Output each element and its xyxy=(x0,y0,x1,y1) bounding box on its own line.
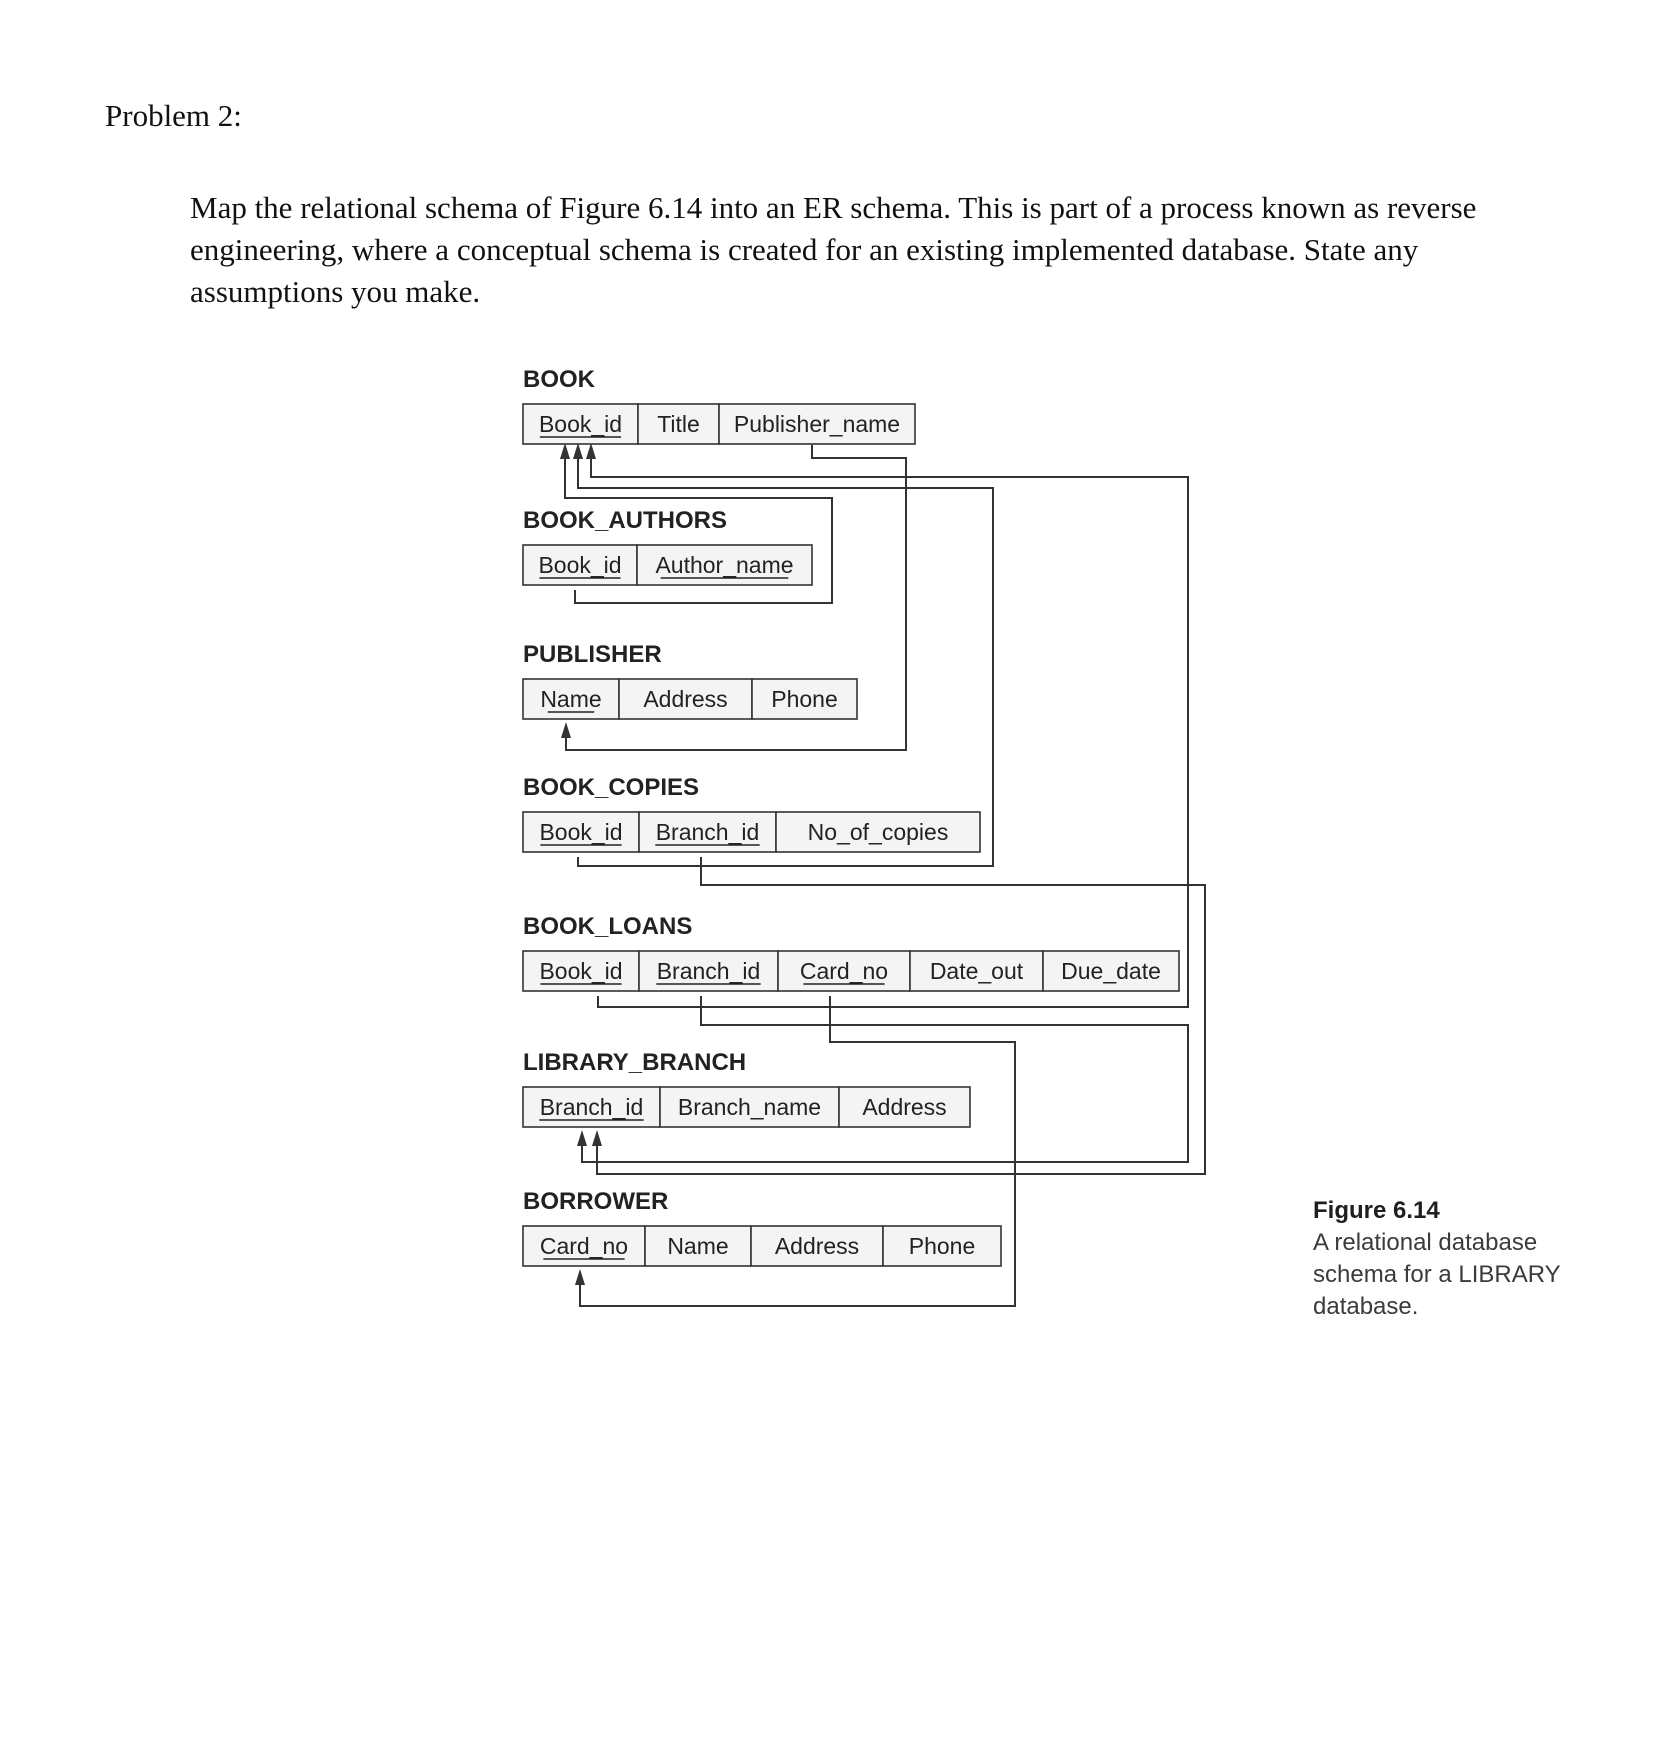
table-name: LIBRARY_BRANCH xyxy=(523,1049,747,1076)
figure-caption xyxy=(1313,1195,1613,1323)
problem-title: Problem 2: xyxy=(105,98,242,133)
table-book xyxy=(523,366,915,444)
arrow-head xyxy=(586,443,596,459)
figure-caption-title: Figure 6.14 xyxy=(1313,1197,1440,1224)
table-borrower xyxy=(523,1188,1001,1266)
attribute-branch-id: Branch_id xyxy=(539,1094,644,1120)
table-book-copies xyxy=(523,774,980,852)
attribute-publisher-name: Publisher_name xyxy=(733,411,901,437)
attribute-branch-id: Branch_id xyxy=(655,819,760,845)
table-name: BORROWER xyxy=(523,1188,669,1215)
table-book-loans xyxy=(523,913,1179,991)
attribute-book-id: Book_id xyxy=(539,819,623,845)
arrow-head xyxy=(560,443,570,459)
attribute-date-out: Date_out xyxy=(929,958,1024,984)
attribute-card-no: Card_no xyxy=(799,958,889,984)
arrow-head xyxy=(577,1130,587,1146)
attribute-due-date: Due_date xyxy=(1061,958,1161,984)
attribute-title: Title xyxy=(657,411,700,437)
figure-caption-text: A relational database schema for a LIBRARY database. xyxy=(1313,1229,1561,1320)
attribute-phone: Phone xyxy=(908,1233,976,1259)
table-publisher xyxy=(523,641,857,719)
attribute-name: Name xyxy=(667,1233,729,1259)
arrow-head xyxy=(561,722,571,738)
problem-statement: Map the relational schema of Figure 6.14 into an ER schema. This is part of a process known as reverse engineering, where a conceptual schema is created for an existing implemented database. State any assumptions you make. xyxy=(190,190,1477,309)
table-library-branch xyxy=(523,1049,970,1127)
table-name: BOOK_AUTHORS xyxy=(523,507,728,534)
attribute-address: Address xyxy=(862,1094,947,1120)
table-name: PUBLISHER xyxy=(523,641,662,668)
attribute-address: Address xyxy=(774,1233,860,1259)
fk-book-loans-branch xyxy=(582,996,1188,1162)
attribute-no-of-copies: No_of_copies xyxy=(807,819,949,845)
table-name: BOOK_COPIES xyxy=(523,774,700,801)
attribute-branch-name: Branch_name xyxy=(677,1094,822,1120)
attribute-phone: Phone xyxy=(771,686,838,712)
attribute-address: Address xyxy=(643,686,728,712)
arrow-head xyxy=(592,1130,602,1146)
arrow-head xyxy=(573,443,583,459)
table-name: BOOK xyxy=(523,366,595,393)
arrow-head xyxy=(575,1269,585,1285)
table-book-authors xyxy=(523,507,812,585)
attribute-author-name: Author_name xyxy=(655,552,794,578)
attribute-card-no: Card_no xyxy=(539,1233,629,1259)
attribute-branch-id: Branch_id xyxy=(656,958,761,984)
attribute-book-id: Book_id xyxy=(538,411,623,437)
attribute-name: Name xyxy=(540,686,602,712)
attribute-book-id: Book_id xyxy=(538,552,622,578)
attribute-book-id: Book_id xyxy=(539,958,623,984)
table-name: BOOK_LOANS xyxy=(523,913,693,940)
